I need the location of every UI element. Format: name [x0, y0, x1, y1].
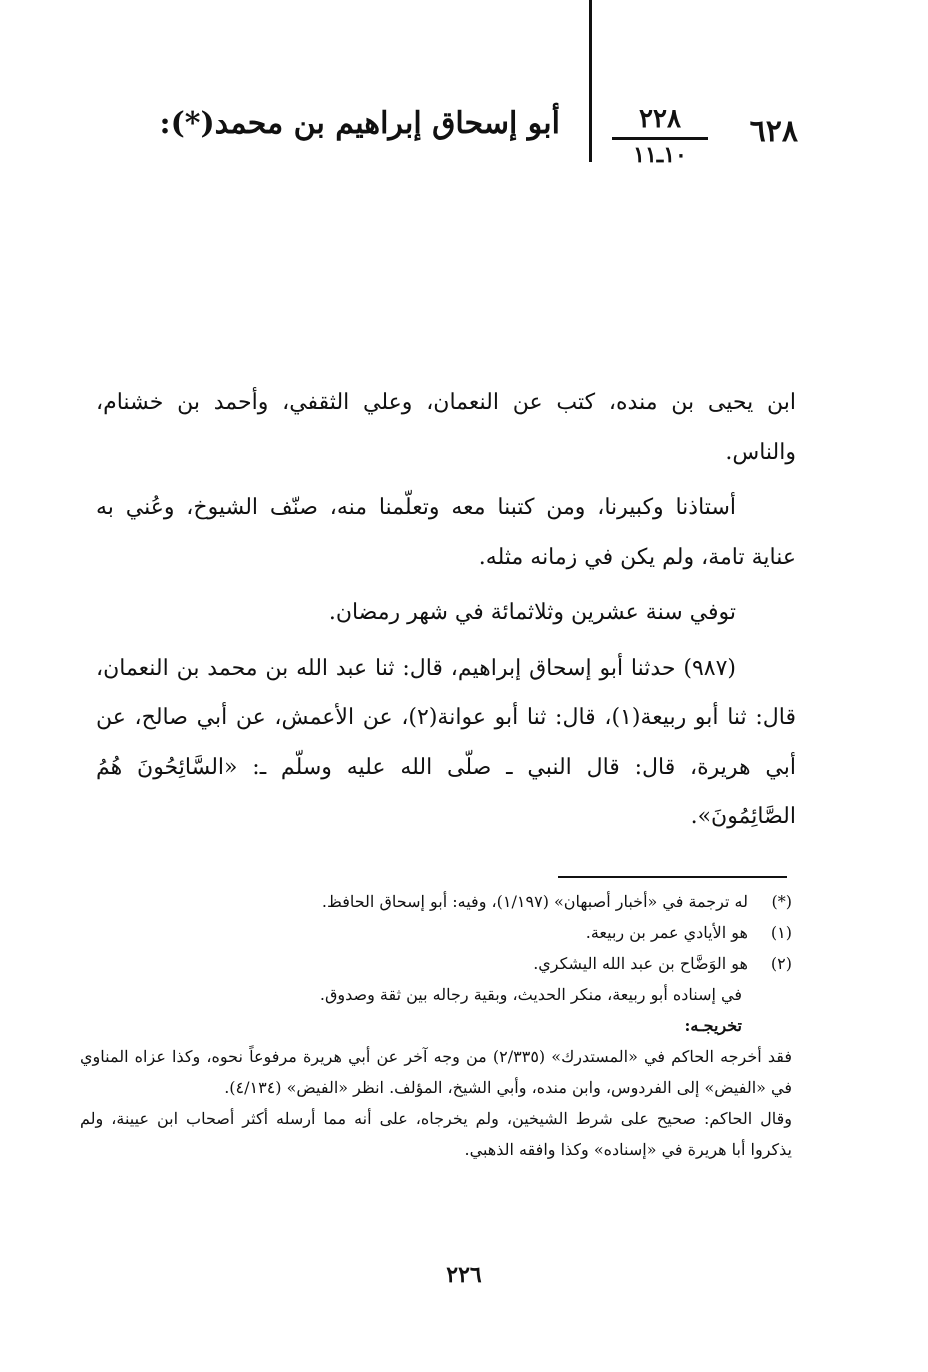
isnad-note: في إسناده أبو ربيعة، منكر الحديث، وبقية رجاله بين ثقة وصدوق.: [319, 985, 742, 1004]
page-number: ٢٢٦: [446, 1262, 482, 1288]
takhrij-note: فقد أخرجه الحاكم في «المستدرك» (٢/٣٣٥) من وجه آخر عن أبي هريرة مرفوعاً نحوه، وكذا عزاه المناوي في «الفيض» إلى الفردوس، وابن منده، وأبي الشيخ، المؤلف. انظر «الفيض» (٤/١٣٤).: [80, 1047, 793, 1097]
fraction-top: ٢٢٨: [639, 104, 681, 134]
footnotes: [80, 886, 792, 1165]
body-paragraph: توفي سنة عشرين وثلاثمائة في شهر رمضان.: [328, 600, 736, 625]
footnote-text: هو الأيادي عمر بن ربيعة.: [585, 923, 748, 942]
footnote-text: هو الوَضَّاح بن عبد الله اليشكري.: [533, 954, 748, 973]
header-vertical-rule: [589, 0, 592, 162]
entry-title: أبو إسحاق إبراهيم بن محمد(*):: [159, 106, 560, 141]
hadith-paragraph: (٩٨٧) حدثنا أبو إسحاق إبراهيم، قال: ثنا عبد الله بن محمد بن النعمان، قال: ثنا أبو ربيعة(١)، قال: ثنا أبو عوانة(٢)، عن الأعمش، عن أبي صالح، عن أبي هريرة، قال: قال النبي ـ صلّى الله عليه وسلّم ـ: «السَّائِحُونَ هُمُ الصَّائِمُونَ».: [96, 655, 796, 829]
takhrij-heading: تخريجـه:: [684, 1016, 742, 1035]
footnote-item: [80, 917, 792, 948]
footnote-marker: (١): [770, 923, 792, 942]
entry-number: ٦٢٨: [749, 114, 798, 149]
footnote-marker: (٢): [770, 954, 792, 973]
body-paragraph: أستاذنا وكبيرنا، ومن كتبنا معه وتعلّمنا منه، صنّف الشيوخ، وعُني به عناية تامة، ولم يكن في زمانه مثله.: [96, 495, 796, 570]
footnote-item: [80, 948, 792, 979]
fraction-line: [612, 137, 708, 140]
footnote-separator: [558, 876, 787, 878]
footnote-marker: (*): [771, 892, 792, 911]
takhrij-note: وقال الحاكم: صحيح على شرط الشيخين، ولم يخرجاه، على أنه مما أرسله أكثر أصحاب ابن عيينة، ولم يذكروا أبا هريرة في «إسناده» وكذا وافقه الذهبي.: [80, 1109, 792, 1159]
main-text: [96, 378, 796, 842]
footnote-item: [80, 886, 792, 917]
body-paragraph: ابن يحيى بن منده، كتب عن النعمان، وعلي الثقفي، وأحمد بن خشنام، والناس.: [96, 390, 796, 465]
footnote-text: له ترجمة في «أخبار أصبهان» (١/١٩٧)، وفيه: أبو إسحاق الحافظ.: [321, 892, 748, 911]
fraction-bottom: ١٠ـ١١: [633, 142, 687, 168]
